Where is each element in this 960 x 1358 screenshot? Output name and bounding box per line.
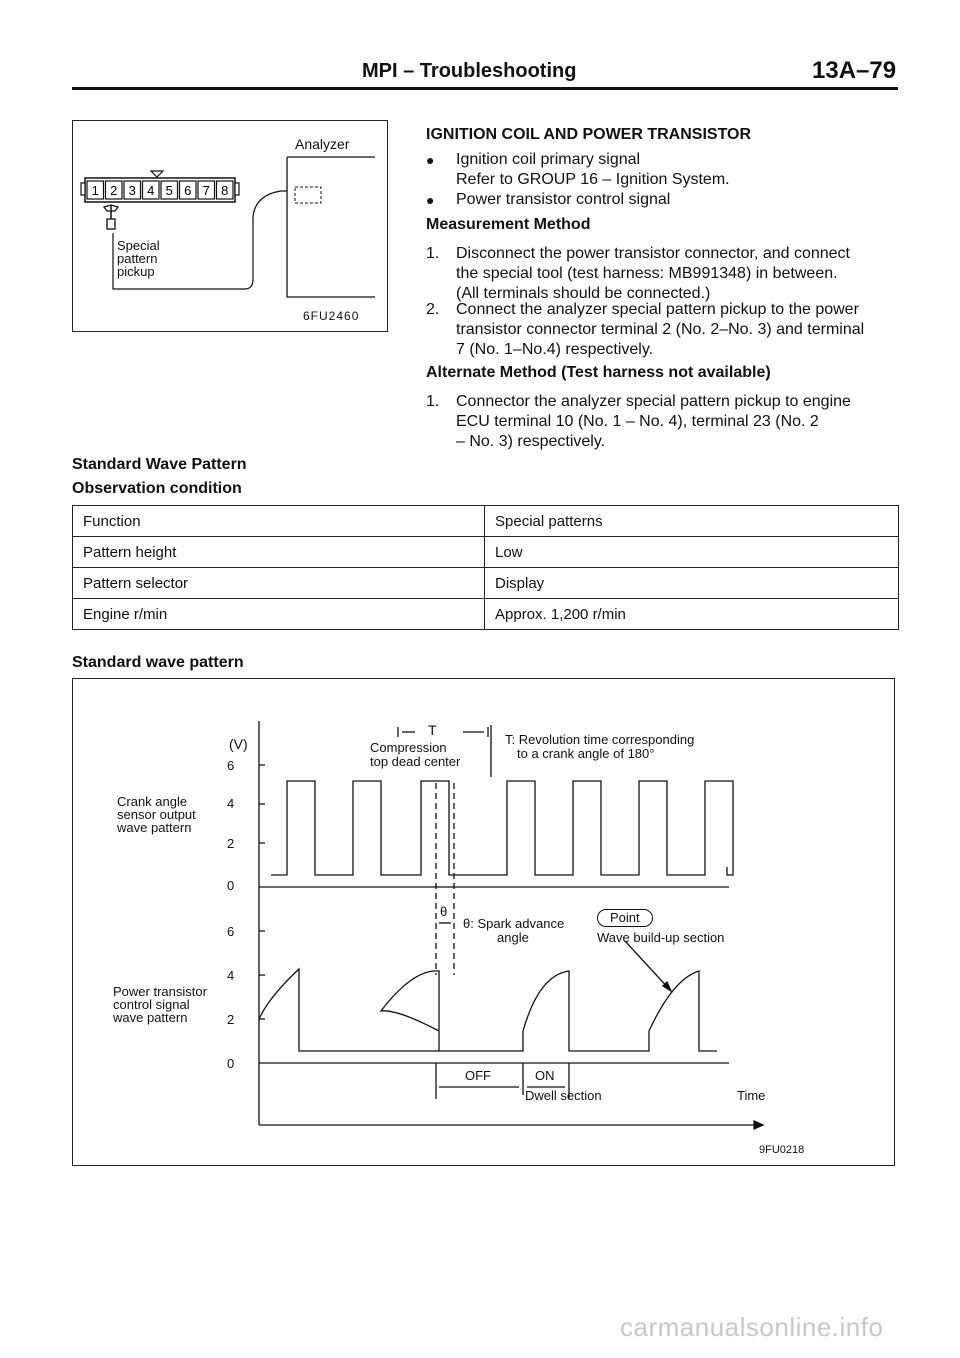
t-note-line-1: T: Revolution time corresponding xyxy=(505,732,695,747)
connector-pin-number: 7 xyxy=(202,183,210,198)
alt-step-1-line-3: – No. 3) respectively. xyxy=(456,433,606,450)
alternate-heading: Alternate Method (Test harness not available) xyxy=(426,364,771,381)
crank-tick-6: 6 xyxy=(227,758,235,773)
power-label-line-2: control signal xyxy=(113,997,190,1012)
connector-pin-number: 1 xyxy=(91,183,99,198)
power-label-line-3: wave pattern xyxy=(113,1010,188,1025)
pickup-label-line-2: pattern xyxy=(117,251,158,266)
point-badge: Point xyxy=(597,909,653,927)
bullet-power-transistor: Power transistor control signal xyxy=(456,191,671,208)
alt-step-1-line-1: Connector the analyzer special pattern pickup to engine xyxy=(456,393,851,410)
bullet-dot: ● xyxy=(426,192,435,208)
table-cell-value: Special patterns xyxy=(485,506,899,537)
observation-heading: Observation condition xyxy=(72,480,242,497)
standard-wave-heading: Standard Wave Pattern xyxy=(72,456,247,473)
bullet-dot: ● xyxy=(426,152,435,168)
power-tick-2: 2 xyxy=(227,1012,235,1027)
bullet-ignition-coil-ref: Refer to GROUP 16 – Ignition System. xyxy=(456,171,730,188)
table-row xyxy=(73,599,899,630)
table-cell-label: Engine r/min xyxy=(73,599,485,630)
connector-pin-number: 8 xyxy=(221,183,229,198)
section-heading-ignition: IGNITION COIL AND POWER TRANSISTOR xyxy=(426,126,752,143)
volt-unit-label: (V) xyxy=(229,736,248,752)
crank-label-line-2: sensor output xyxy=(117,807,196,822)
table-cell-label: Pattern selector xyxy=(73,568,485,599)
table-cell-value: Low xyxy=(485,537,899,568)
table-cell-value: Display xyxy=(485,568,899,599)
power-tick-0: 0 xyxy=(227,1056,235,1071)
theta-note-line-2: angle xyxy=(497,930,529,945)
dwell-section-label: Dwell section xyxy=(525,1088,602,1103)
table-row xyxy=(73,506,899,537)
table-row xyxy=(73,568,899,599)
off-label: OFF xyxy=(465,1068,491,1083)
crank-tick-0: 0 xyxy=(227,878,235,893)
step-2-number: 2. xyxy=(426,301,440,318)
step-1-number: 1. xyxy=(426,245,440,262)
wave-buildup-label: Wave build-up section xyxy=(597,930,725,945)
crank-tick-4: 4 xyxy=(227,796,235,811)
watermark: carmanualsonline.info xyxy=(620,1312,884,1342)
analyzer-hookup-figure xyxy=(72,120,388,332)
theta-symbol: θ xyxy=(440,904,448,919)
pickup-label-line-3: pickup xyxy=(117,264,155,279)
crank-label-line-1: Crank angle xyxy=(117,794,188,809)
wave-pattern-heading: Standard wave pattern xyxy=(72,654,244,671)
t-symbol: T xyxy=(428,722,437,738)
table-cell-label: Pattern height xyxy=(73,537,485,568)
waveform-figure xyxy=(72,678,895,1166)
step-1-line-2: the special tool (test harness: MB991348) in between. xyxy=(456,265,838,282)
header-rule xyxy=(72,87,898,90)
observation-table xyxy=(72,505,899,630)
table-row xyxy=(73,537,899,568)
connector-pin-number: 6 xyxy=(184,183,192,198)
power-label-line-1: Power transistor xyxy=(113,984,207,999)
time-axis-label: Time xyxy=(737,1088,766,1103)
step-1-line-1: Disconnect the power transistor connector, and connect xyxy=(456,245,850,262)
crank-tick-2: 2 xyxy=(227,836,235,851)
figure-code: 9FU0218 xyxy=(759,1144,805,1156)
pickup-label-line-1: Special xyxy=(117,238,160,253)
connector-pin-number: 2 xyxy=(110,183,118,198)
measurement-heading: Measurement Method xyxy=(426,216,591,233)
connector-pin-number: 4 xyxy=(147,183,155,198)
compression-line-2: top dead center xyxy=(370,754,461,769)
bullet-ignition-coil: Ignition coil primary signal xyxy=(456,151,641,168)
step-2-line-1: Connect the analyzer special pattern pickup to the power xyxy=(456,301,859,318)
table-cell-label: Function xyxy=(73,506,485,537)
t-note-line-2: to a crank angle of 180° xyxy=(517,746,655,761)
on-label: ON xyxy=(535,1068,555,1083)
step-2-line-2: transistor connector terminal 2 (No. 2–No. 3) and terminal xyxy=(456,321,865,338)
figure-code: 6FU2460 xyxy=(303,309,360,323)
theta-note-line-1: θ: Spark advance xyxy=(463,916,565,931)
alt-step-1-line-2: ECU terminal 10 (No. 1 – No. 4), terminal 23 (No. 2 xyxy=(456,413,819,430)
step-1-line-3: (All terminals should be connected.) xyxy=(456,285,711,302)
connector-pin-number: 5 xyxy=(165,183,173,198)
alt-step-1-number: 1. xyxy=(426,393,440,410)
connector-pin-number: 3 xyxy=(128,183,136,198)
analyzer-label: Analyzer xyxy=(295,136,350,152)
compression-line-1: Compression xyxy=(370,740,447,755)
power-tick-4: 4 xyxy=(227,968,235,983)
crank-label-line-3: wave pattern xyxy=(117,820,192,835)
page-number: 13A–79 xyxy=(812,57,897,84)
analyzer-hookup-drawing xyxy=(73,121,389,333)
power-tick-6: 6 xyxy=(227,924,235,939)
step-2-line-3: 7 (No. 1–No.4) respectively. xyxy=(456,341,654,358)
table-cell-value: Approx. 1,200 r/min xyxy=(485,599,899,630)
page-title: MPI – Troubleshooting xyxy=(362,60,577,82)
